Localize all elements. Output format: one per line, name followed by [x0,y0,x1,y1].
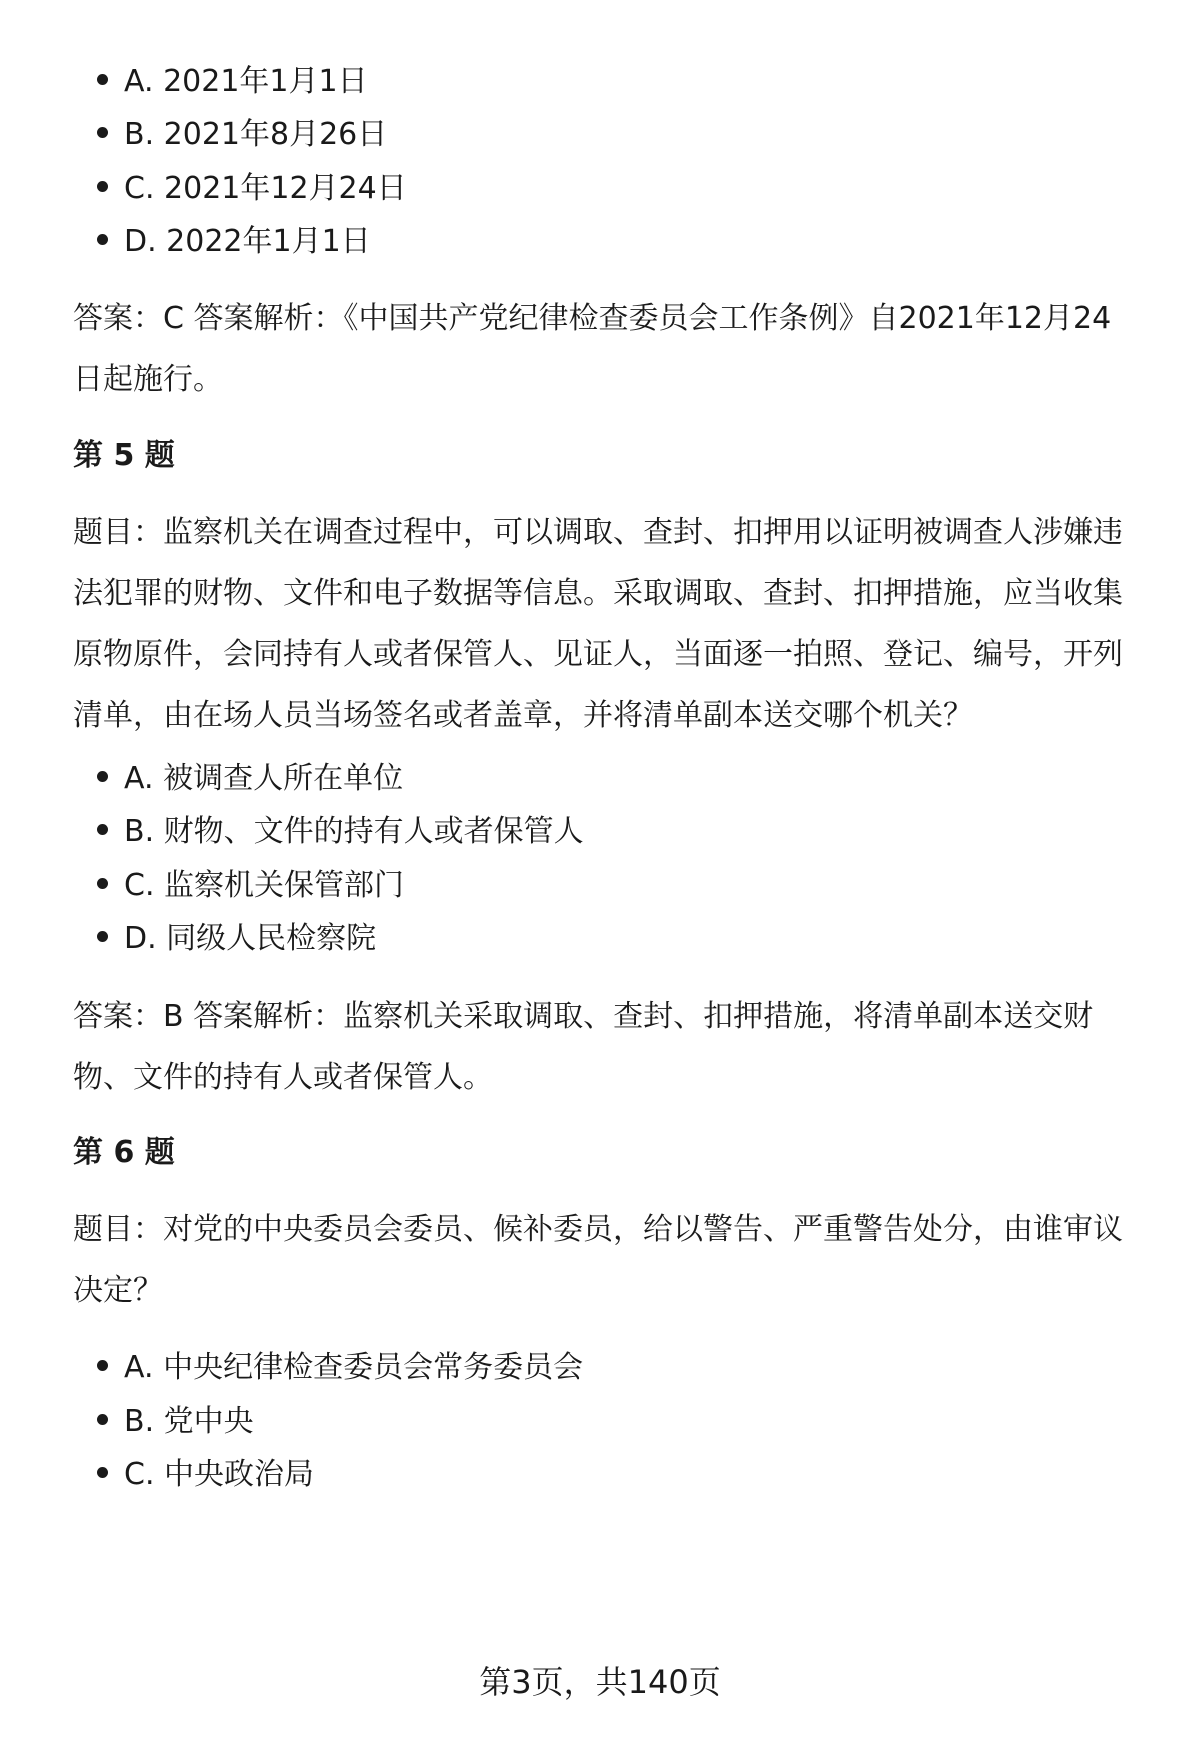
q5-option-d-text: D. 同级人民检察院 [124,921,377,956]
q6-option-a-text: A. 中央纪律检查委员会常务委员会 [124,1350,584,1385]
q6-question: 题目：对党的中央委员会委员、候补委员，给以警告、严重警告处分，由谁审议决定？ [73,1212,1123,1308]
bullet-icon [97,878,108,889]
bullet-icon [97,74,108,85]
q4-answer: 答案：C 答案解析：《中国共产党纪律检查委员会工作条例》自2021年12月24日起施行。 [73,301,1112,397]
q4-option-b-text: B. 2021年8月26日 [124,117,388,152]
q4-option-d-text: D. 2022年1月1日 [124,224,371,259]
q4-option-a-text: A. 2021年1月1日 [124,64,368,99]
bullet-icon [97,127,108,138]
q5-answer: 答案：B 答案解析：监察机关采取调取、查封、扣押措施，将清单副本送交财物、文件的持有人或者保管人。 [73,999,1094,1095]
q5-option-c-text: C. 监察机关保管部门 [124,868,405,903]
q4-option-c [97,169,407,209]
q6-option-b-text: B. 党中央 [124,1404,254,1439]
bullet-icon [97,771,108,782]
q5-heading: 第 5 题 [73,438,175,473]
q5-question: 题目：监察机关在调查过程中，可以调取、查封、扣押用以证明被调查人涉嫌违法犯罪的财物、文件和电子数据等信息。采取调取、查封、扣押措施，应当收集原物原件，会同持有人或者保管人、见证人，当面逐一拍照、登记、编号，开列清单，由在场人员当场签名或者盖章，并将清单副本送交哪个机关？ [73,515,1123,733]
q6-option-a [97,1348,583,1388]
q4-option-a [97,62,368,102]
q4-option-d [97,222,371,262]
q5-option-a-text: A. 被调查人所在单位 [124,761,404,796]
bullet-icon [97,824,108,835]
q5-option-a [97,759,403,799]
q5-option-b [97,812,584,852]
bullet-icon [97,1467,108,1478]
q6-heading: 第 6 题 [73,1135,175,1170]
bullet-icon [97,181,108,192]
q4-option-c-text: C. 2021年12月24日 [124,171,407,206]
q5-option-b-text: B. 财物、文件的持有人或者保管人 [124,814,584,849]
bullet-icon [97,1414,108,1425]
q6-option-c [97,1455,314,1495]
q6-option-c-text: C. 中央政治局 [124,1457,315,1492]
page-number: 第3页，共140页 [479,1663,721,1701]
bullet-icon [97,1360,108,1371]
q5-option-c [97,866,404,906]
q5-option-d [97,919,376,959]
q6-option-b [97,1402,254,1442]
q4-option-b [97,115,387,155]
bullet-icon [97,234,108,245]
bullet-icon [97,931,108,942]
